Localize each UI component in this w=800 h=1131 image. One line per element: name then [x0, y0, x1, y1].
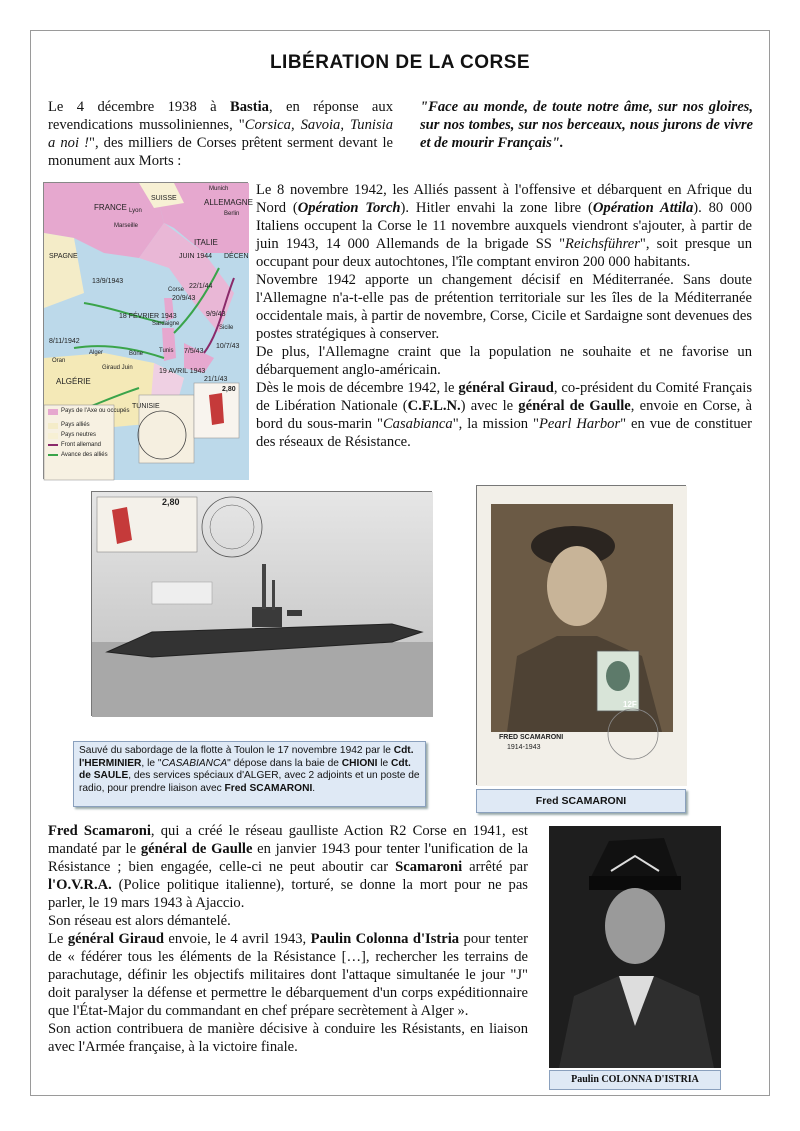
map-label-giraud-juin: Giraud Juin	[102, 365, 133, 371]
map-label-19-avril: 19 AVRIL 1943	[159, 368, 206, 375]
map-stamp-value: 2,80	[222, 386, 236, 393]
map-legend-avance: Avance des alliés	[61, 452, 108, 458]
oath-quote: "Face au monde, de toute notre âme, sur nos gloires, sur nos tombes, sur nos berceaux, nous jurons de vivre et de mourir Français".	[420, 99, 753, 151]
main-paragraph-2: Novembre 1942 apporte un changement décisif en Méditerranée. Sans doute l'Allemagne n'a-t-elle pas de prétention territoriale sur les îles de la Méditerranée occidentale mais, à partir de novembre, Corse, Cicile et Sardaigne sont devenues des postes stratégiques à conserver.	[256, 272, 752, 342]
scamaroni-paragraph-2: Son réseau est alors démantelé.	[48, 913, 231, 929]
fred-caption: Fred SCAMARONI	[476, 789, 686, 813]
map-legend-neutres: Pays neutres	[61, 432, 97, 438]
map-image	[43, 182, 253, 479]
intro-paragraph: Le 4 décembre 1938 à Bastia, en réponse aux revendications mussoliniennes, "Corsica, Savoia, Tunisia a noi !", des milliers de Corses prêtent serment devant le monument aux Morts :	[48, 99, 394, 169]
map-label-10-7-43: 10/7/43	[216, 343, 240, 350]
main-paragraph-1: Le 8 novembre 1942, les Alliés passent à l'offensive et débarquent en Afrique du Nord (Opération Torch). Hitler envahi la zone libre (Opération Attila). 80 000 Italiens occupent la Corse le 11 novembre auxquels viendront s'ajouter, à partir de juin 1943, 14 000 Allemands de la brigade SS "Reichsführer", soit presque un occupant pour deux autochtones, l'île comptant environ 200 000 habitants.	[256, 182, 752, 270]
fred-stamp-value: 12F	[623, 700, 637, 709]
map-label-algerie: ALGÉRIE	[56, 377, 91, 386]
map-label-spagne: SPAGNE	[49, 253, 78, 260]
fred-card-years: 1914-1943	[507, 744, 541, 751]
map-label-decen: DÉCEN	[224, 253, 249, 260]
paulin-caption: Paulin COLONNA D'ISTRIA	[549, 1070, 721, 1090]
main-paragraph-4: Dès le mois de décembre 1942, le général Giraud, co-président du Comité Français de Libération Nationale (C.F.L.N.) avec le général de Gaulle, envoie en Corse, à bord du sous-marin "Casabianca", la mission "Pearl Harbor" en vue de constituer des réseaux de Résistance.	[256, 380, 752, 450]
map-label-8-11-1942: 8/11/1942	[49, 338, 80, 345]
fred-scamaroni-photo	[476, 485, 686, 785]
scamaroni-paragraph-4: Son action contribuera de manière décisive à conduire les Résistants, en liaison avec l'Armée française, à la victoire finale.	[48, 1021, 528, 1055]
scamaroni-paragraph-3: Le général Giraud envoie, le 4 avril 1943, Paulin Colonna d'Istria pour tenter de « fédérer tous les éléments de la Résistance […], rechercher les terrains de parachutage, définir les objectifs militaires dont l'attaque simultanée le jour "J" doit paralyser la défense et permettre le débarquement d'un corps expéditionnaire que l'État-Major du commandant en chef prépare secrètement à Alger ».	[48, 931, 528, 1019]
map-label-sardaigne: Sardaigne	[152, 321, 180, 327]
map-label-oran: Oran	[52, 358, 66, 364]
submarine-drawing	[92, 492, 433, 717]
map-legend-front: Front allemand	[61, 442, 102, 448]
map-label-suisse: SUISSE	[151, 195, 177, 202]
map-label-13-9-1943: 13/9/1943	[92, 278, 124, 285]
map-label-22-1-44: 22/1/44	[189, 283, 213, 290]
map-label-juin1944: JUIN 1944	[179, 253, 213, 260]
paulin-portrait-drawing	[549, 826, 721, 1068]
map-label-alger: Alger	[89, 350, 104, 356]
map-label-tunisie: TUNISIE	[132, 403, 160, 410]
main-text	[256, 181, 752, 451]
paulin-colonna-photo	[549, 826, 721, 1068]
map-label-italie: ITALIE	[194, 238, 218, 247]
map-label-berlin: Berlin	[224, 211, 240, 217]
main-paragraph-3: De plus, l'Allemagne craint que la population ne souhaite et ne favorise un débarquement anglo-américain.	[256, 344, 752, 378]
map-legend-allies: Pays alliés	[61, 422, 90, 428]
map-label-18-fevrier: 18 FÉVRIER 1943	[119, 313, 177, 320]
map-label-sicile: Sicile	[219, 325, 234, 331]
map-label-7-5-43: 7/5/43	[184, 348, 204, 355]
submarine-photo	[91, 491, 432, 716]
map-label-munich: Munich	[209, 186, 229, 192]
fred-card-name: FRED SCAMARONI	[499, 734, 564, 741]
map-label-tunis: Tunis	[159, 348, 174, 354]
map-label-allemagne: ALLEMAGNE	[204, 198, 253, 207]
map-label-21-1-43: 21/1/43	[204, 376, 228, 383]
map-label-20-9-43: 20/9/43	[172, 295, 196, 302]
page-title: LIBÉRATION DE LA CORSE	[269, 52, 531, 73]
scamaroni-text	[48, 822, 528, 1056]
map-legend-axe: Pays de l'Axe ou occupés	[61, 408, 130, 414]
map-label-bone: Bône	[129, 351, 144, 357]
map-label-marseille: Marseille	[114, 223, 139, 229]
map-label-9-9-43: 9/9/43	[206, 311, 226, 318]
fred-portrait-drawing	[477, 486, 687, 786]
map-label-lyon: Lyon	[129, 208, 142, 214]
submarine-caption: Sauvé du sabordage de la flotte à Toulon le 17 novembre 1942 par le Cdt. l'HERMINIER, le "CASABIANCA" dépose dans la baie de CHIONI le Cdt. de SAULE, des services spéciaux d'ALGER, avec 2 adjoints et un poste de radio, pour prendre liaison avec Fred SCAMARONI.	[73, 741, 426, 807]
scamaroni-paragraph-1: Fred Scamaroni, qui a créé le réseau gaulliste Action R2 Corse en 1941, est mandaté par le général de Gaulle en janvier 1943 pour tenter l'unification de la Résistance ; bien engagée, celle-ci ne peut aboutir car Scamaroni arrêté par l'O.V.R.A. (Police politique italienne), torturé, se donne la mort pour ne pas parler, le 19 mars 1943 à Ajaccio.	[48, 823, 528, 911]
map-label-france: FRANCE	[94, 203, 127, 212]
map-label-corse: Corse	[168, 287, 185, 293]
sub-stamp-value: 2,80	[162, 497, 180, 507]
